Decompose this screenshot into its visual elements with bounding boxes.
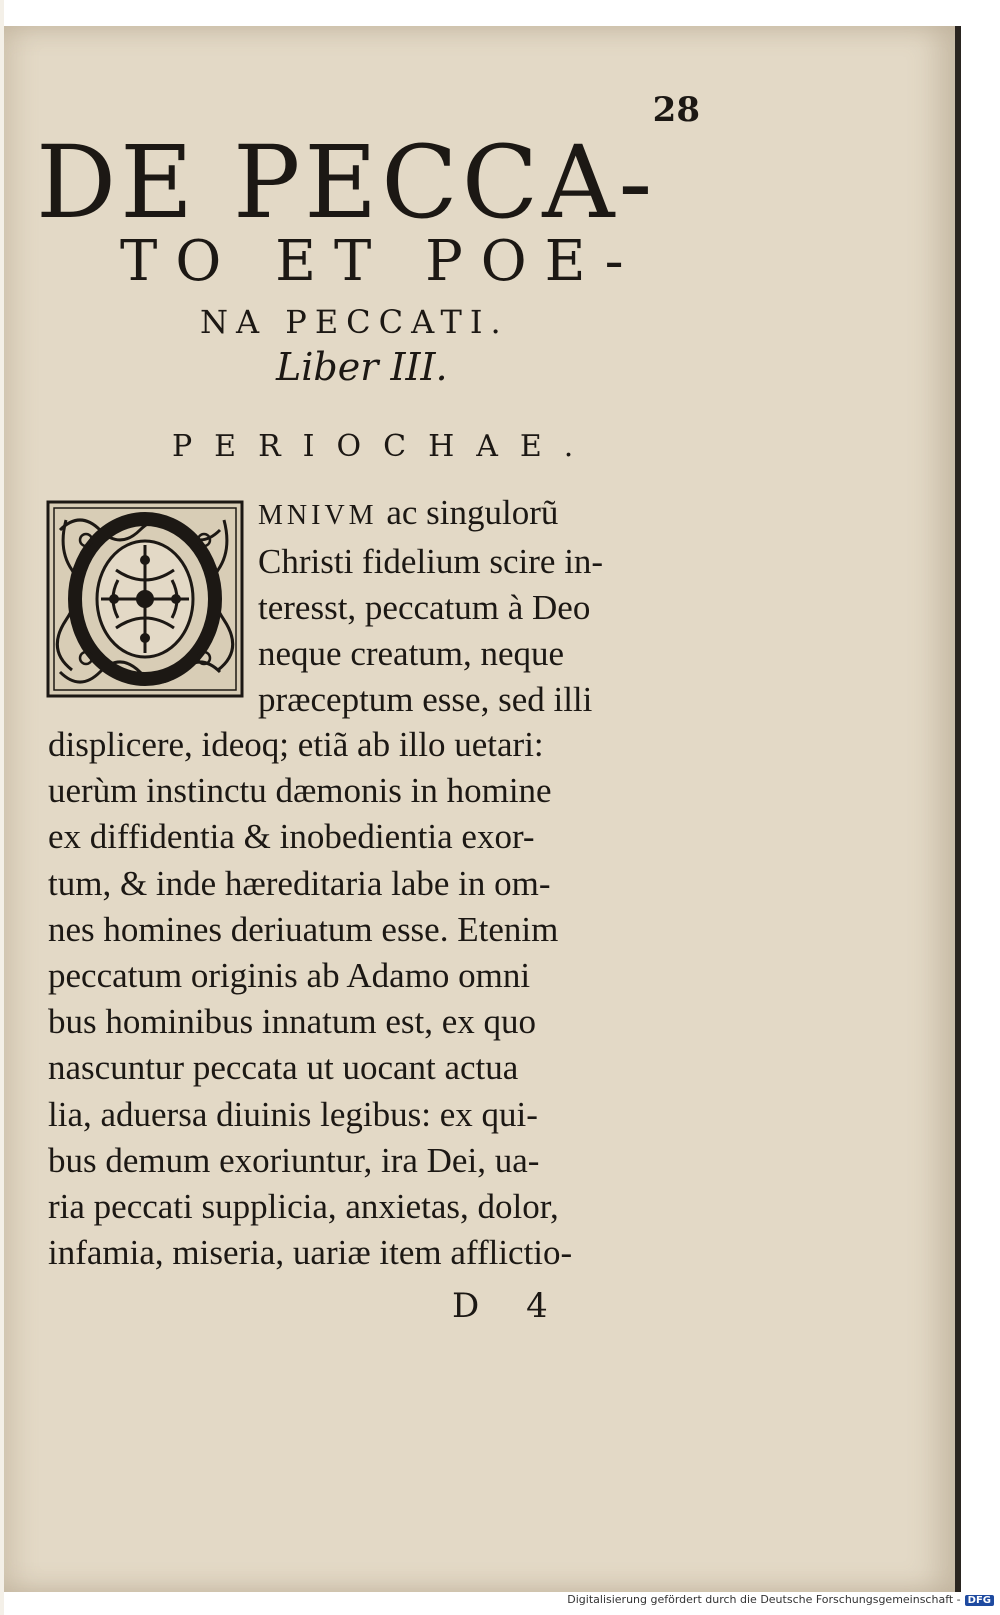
text-line: præceptum esse, sed illi — [258, 680, 593, 719]
opening-paragraph — [258, 490, 698, 723]
text-line: tum, & inde hæreditaria labe in om- — [48, 863, 551, 903]
text-line: nes homines deriuatum esse. Etenim — [48, 909, 559, 949]
page-number: 28 — [652, 90, 700, 130]
smallcaps-word: MNIVM — [258, 500, 378, 531]
text-line: bus demum exoriuntur, ira Dei, ua- — [48, 1140, 540, 1180]
digitization-footer — [567, 1593, 994, 1606]
text-line: teresst, peccatum à Deo — [258, 588, 591, 627]
text-line: Christi fidelium scire in- — [258, 542, 604, 581]
text-line: infamia, miseria, uariæ item afflictio- — [48, 1233, 573, 1273]
text-line: bus hominibus innatum est, ex quo — [48, 1002, 537, 1042]
decorated-initial-o-icon — [46, 500, 244, 698]
text-line: uerùm instinctu dæmonis in homine — [48, 771, 552, 811]
heading-line-2: TO ET POE- — [120, 229, 642, 294]
heading-line-3: NA PECCATI. — [200, 303, 509, 341]
text-line: neque creatum, neque — [258, 634, 565, 673]
footer-text: Digitalisierung gefördert durch die Deutsche Forschungsgemeinschaft - — [567, 1593, 961, 1606]
text-line: peccatum originis ab Adamo omni — [48, 956, 531, 996]
text-line: lia, aduersa diuinis legibus: ex qui- — [48, 1094, 538, 1134]
body-text — [48, 722, 698, 1276]
text-line: nascuntur peccata ut uocant actua — [48, 1048, 519, 1088]
text-line — [258, 490, 698, 539]
line-text: ac singulorũ — [377, 493, 559, 532]
section-title: PERIOCHAE. — [172, 429, 596, 464]
text-line: ria peccati supplicia, anxietas, dolor, — [48, 1187, 559, 1227]
book-number: Liber III. — [276, 345, 448, 389]
heading-line-1: DE PECCA- — [36, 124, 657, 241]
text-line: ex diffidentia & inobedientia exor- — [48, 817, 535, 857]
signature-mark: D 4 — [452, 1286, 566, 1326]
dfg-logo-icon: DFG — [965, 1595, 994, 1606]
text-line: displicere, ideoq; etiã ab illo uetari: — [48, 725, 544, 764]
